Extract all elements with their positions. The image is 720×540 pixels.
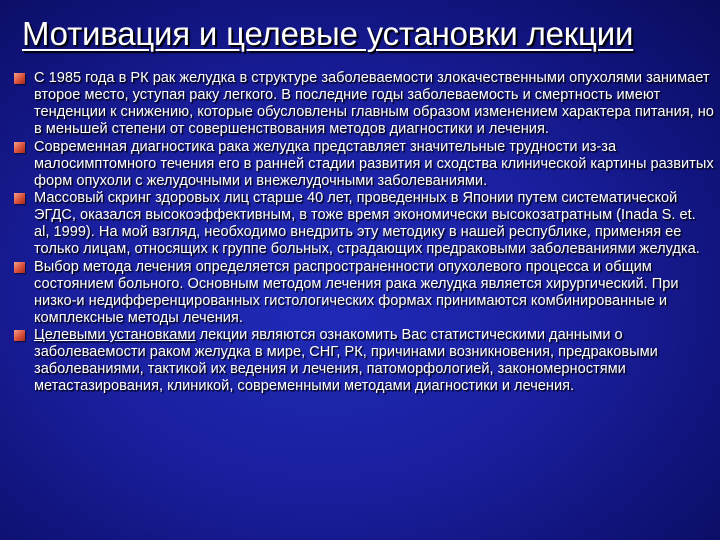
bullet-marker-icon: [14, 142, 25, 153]
bullet-text: Выбор метода лечения определяется распространенности опухолевого процесса и общим состоянием больного. Основным методом лечения рака желудка является хирургический. При низко-и недифференцированных гистологических формах принимаются комбинированные и комплексные методы лечения.: [34, 258, 679, 326]
bullet-text: С 1985 года в РК рак желудка в структуре заболеваемости злокачественными опухолями занимает второе место, уступая раку легкого. В последние годы заболеваемость и смертность имеют тенденции к снижению, которые обусловлены главным образом изменением характера питания, но в меньшей степени от совершенствования методов диагностики и лечения.: [34, 70, 714, 138]
slide-title: Мотивация и целевые установки лекции: [22, 15, 634, 52]
bullet-item: [12, 259, 715, 327]
bullet-marker-icon: [14, 330, 25, 341]
bullet-marker-icon: [14, 73, 25, 84]
bullet-text: Массовый скринг здоровых лиц старше 40 лет, проведенных в Японии путем систематической ЭГДС, оказался высокоэффективным, в тоже время экономически высокозатратным (Inada S. et. al, 1999). На мой взгляд, необходимо внедрить эту методику в нашей республике, применяя ее только лицам, относящих к группе больных, страдающих предраковыми заболеваниями желудка.: [34, 190, 700, 258]
bullet-lead-text: Целевыми установками: [34, 327, 196, 344]
bullet-item: [12, 70, 715, 138]
bullet-item: [12, 190, 715, 258]
bullet-text: Современная диагностика рака желудка представляет значительные трудности из-за малосимптомного течения его в ранней стадии развития и сходства клинической картины развитых форм опухоли с желудочными и внежелудочными заболеваниями.: [34, 138, 714, 189]
bullet-marker-icon: [14, 193, 25, 204]
bullet-list: [12, 70, 715, 396]
bullet-marker-icon: [14, 262, 25, 273]
bullet-item: [12, 327, 715, 395]
bullet-text: лекции являются ознакомить Вас статистическими данными о заболеваемости раком желудка в мире, СНГ, РК, причинами возникновения, предраковыми заболеваниями, тактикой их ведения и лечения, патоморфологией, закономерностями метастазирования, клиникой, современными методами диагностики и лечения.: [34, 327, 658, 395]
bullet-item: [12, 139, 715, 190]
